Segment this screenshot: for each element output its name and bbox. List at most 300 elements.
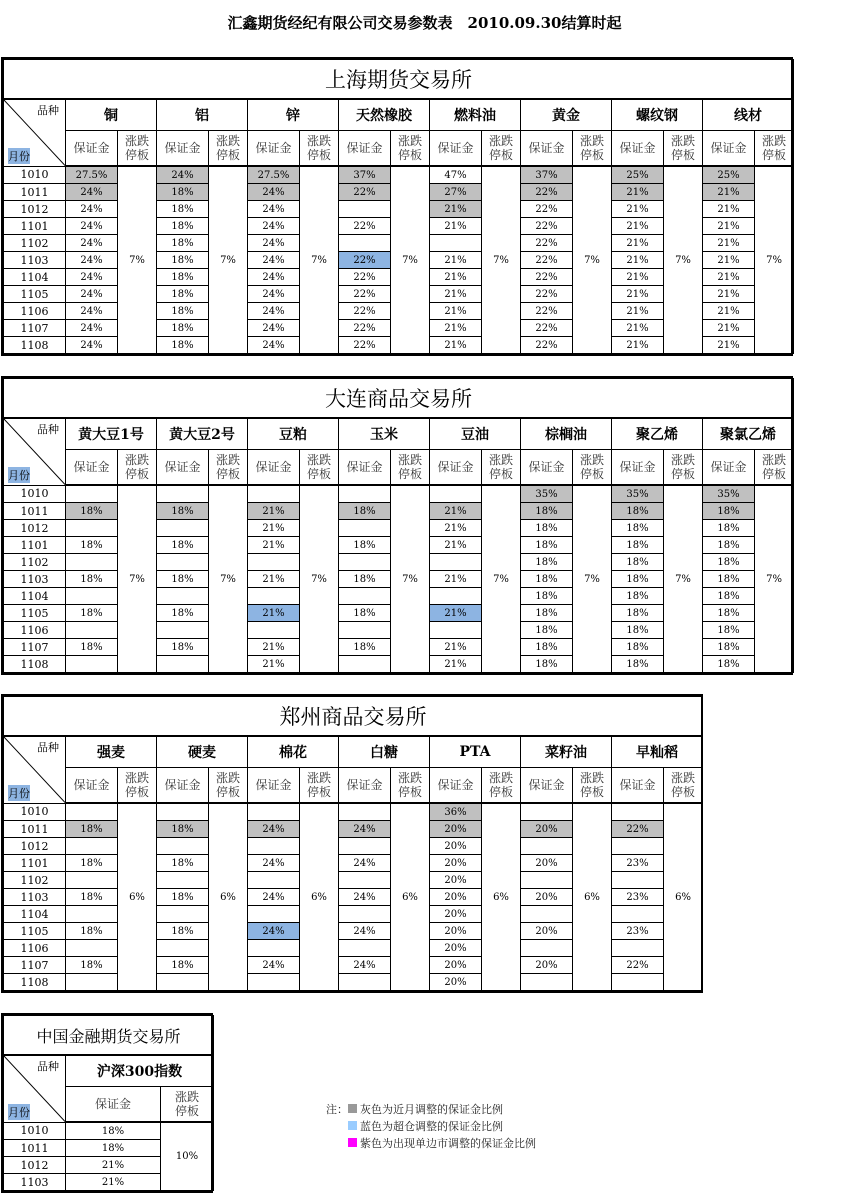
- margin-cell: 24%: [248, 201, 300, 218]
- margin-header: 保证金: [612, 450, 664, 486]
- margin-cell: [339, 872, 391, 889]
- margin-cell: 18%: [612, 571, 664, 588]
- margin-cell: [66, 940, 118, 957]
- exchange-name: 大连商品交易所: [4, 379, 794, 419]
- limit-header-line2: 停板: [306, 785, 331, 799]
- contract-month: 1107: [4, 320, 66, 337]
- limit-header-line2: 停板: [397, 148, 422, 162]
- limit-header-line2: 停板: [397, 785, 422, 799]
- margin-cell: 18%: [612, 588, 664, 605]
- margin-header: 保证金: [612, 768, 664, 804]
- margin-cell: 22%: [521, 337, 573, 354]
- limit-header: [573, 450, 612, 486]
- margin-cell: 18%: [157, 923, 209, 940]
- margin-cell: 24%: [66, 252, 118, 269]
- margin-cell: 21%: [248, 656, 300, 673]
- margin-cell: 21%: [66, 1157, 161, 1174]
- margin-cell: [521, 906, 573, 923]
- product-name: 黄金: [521, 99, 612, 131]
- limit-header-line1: 涨跌: [579, 771, 604, 785]
- margin-cell: 24%: [248, 269, 300, 286]
- margin-cell: [157, 485, 209, 503]
- margin-header: 保证金: [703, 131, 755, 167]
- product-name: 豆粕: [248, 418, 339, 450]
- margin-cell: [612, 940, 664, 957]
- margin-cell: [66, 485, 118, 503]
- limit-header: [391, 450, 430, 486]
- margin-cell: 22%: [521, 184, 573, 201]
- product-name: 聚氯乙烯: [703, 418, 794, 450]
- margin-cell: 22%: [521, 320, 573, 337]
- contract-month: 1104: [4, 906, 66, 923]
- margin-cell: 18%: [612, 554, 664, 571]
- margin-cell: 22%: [339, 337, 391, 354]
- margin-cell: [339, 520, 391, 537]
- margin-cell: [430, 554, 482, 571]
- table-row: [4, 166, 794, 184]
- contract-month: 1012: [4, 838, 66, 855]
- margin-cell: 22%: [612, 821, 664, 838]
- margin-cell: 21%: [703, 286, 755, 303]
- margin-header: 保证金: [521, 131, 573, 167]
- contract-month: 1106: [4, 303, 66, 320]
- margin-cell: [157, 588, 209, 605]
- limit-header-line1: 涨跌: [579, 134, 604, 148]
- margin-cell: 20%: [430, 957, 482, 974]
- margin-cell: 24%: [248, 889, 300, 906]
- margin-cell: [248, 485, 300, 503]
- margin-cell: 21%: [430, 656, 482, 673]
- zce-table: [1, 694, 703, 993]
- price-limit: 7%: [755, 485, 794, 673]
- margin-cell: [612, 803, 664, 821]
- margin-cell: [339, 554, 391, 571]
- contract-month: 1105: [4, 923, 66, 940]
- contract-month: 1108: [4, 656, 66, 673]
- margin-cell: 18%: [157, 855, 209, 872]
- contract-month: 1012: [4, 201, 66, 218]
- margin-cell: 24%: [66, 286, 118, 303]
- price-limit: 6%: [391, 803, 430, 991]
- product-name: 铝: [157, 99, 248, 131]
- margin-header: 保证金: [339, 768, 391, 804]
- margin-header: 保证金: [339, 450, 391, 486]
- margin-cell: 21%: [703, 201, 755, 218]
- dce-table: [1, 376, 793, 675]
- margin-cell: 21%: [248, 605, 300, 622]
- margin-cell: 21%: [703, 320, 755, 337]
- contract-month: 1104: [4, 269, 66, 286]
- product-name: 豆油: [430, 418, 521, 450]
- margin-cell: 18%: [157, 337, 209, 354]
- limit-header-line2: 停板: [124, 148, 149, 162]
- limit-header-line1: 涨跌: [306, 134, 331, 148]
- margin-cell: 18%: [66, 503, 118, 520]
- contract-month: 1106: [4, 622, 66, 639]
- margin-cell: 21%: [430, 639, 482, 656]
- margin-cell: 21%: [703, 184, 755, 201]
- margin-cell: 24%: [248, 923, 300, 940]
- margin-cell: 18%: [157, 235, 209, 252]
- limit-header-line2: 停板: [671, 785, 696, 799]
- margin-cell: 21%: [612, 235, 664, 252]
- margin-cell: 18%: [157, 639, 209, 656]
- margin-cell: 24%: [66, 201, 118, 218]
- margin-cell: 18%: [703, 622, 755, 639]
- price-limit: 6%: [482, 803, 521, 991]
- margin-cell: 27.5%: [248, 166, 300, 184]
- limit-header-line1: 涨跌: [670, 453, 695, 467]
- product-name: 铜: [66, 99, 157, 131]
- price-limit: 7%: [300, 485, 339, 673]
- margin-cell: [521, 838, 573, 855]
- margin-cell: 27.5%: [66, 166, 118, 184]
- product-name: 聚乙烯: [612, 418, 703, 450]
- legend-prefix: 注：: [326, 1103, 348, 1116]
- margin-cell: 18%: [703, 588, 755, 605]
- contract-month: 1101: [4, 537, 66, 554]
- contract-month: 1012: [4, 1157, 66, 1174]
- price-limit: 7%: [482, 166, 521, 354]
- legend-item: 灰色为近月调整的保证金比例: [360, 1103, 503, 1116]
- margin-cell: 18%: [339, 503, 391, 520]
- limit-header-line2: 停板: [670, 148, 695, 162]
- margin-cell: 35%: [612, 485, 664, 503]
- limit-header: [755, 131, 794, 167]
- margin-cell: 21%: [612, 320, 664, 337]
- margin-cell: [66, 872, 118, 889]
- limit-header-line1: 涨跌: [397, 453, 422, 467]
- margin-cell: [612, 872, 664, 889]
- margin-cell: 24%: [248, 320, 300, 337]
- margin-header: 保证金: [248, 450, 300, 486]
- margin-cell: [339, 838, 391, 855]
- margin-cell: 18%: [66, 571, 118, 588]
- margin-cell: 22%: [339, 269, 391, 286]
- margin-cell: [248, 974, 300, 991]
- limit-header-line1: 涨跌: [124, 134, 149, 148]
- limit-header-line2: 停板: [124, 785, 149, 799]
- price-limit: 7%: [118, 485, 157, 673]
- price-limit: 6%: [209, 803, 248, 991]
- margin-cell: [521, 803, 573, 821]
- product-name: 棉花: [248, 736, 339, 768]
- limit-header-line1: 涨跌: [670, 134, 695, 148]
- margin-cell: [248, 906, 300, 923]
- margin-cell: 18%: [612, 622, 664, 639]
- margin-cell: [612, 906, 664, 923]
- cffex-table: [1, 1013, 213, 1193]
- margin-header: 保证金: [248, 131, 300, 167]
- margin-cell: [339, 656, 391, 673]
- limit-header-line2: 停板: [306, 467, 331, 481]
- gray-swatch-icon: [348, 1104, 357, 1113]
- margin-cell: 21%: [612, 286, 664, 303]
- limit-header: [664, 768, 703, 804]
- margin-cell: [248, 588, 300, 605]
- limit-header-line1: 涨跌: [488, 771, 513, 785]
- contract-month: 1011: [4, 821, 66, 838]
- margin-cell: 21%: [612, 337, 664, 354]
- product-name: 玉米: [339, 418, 430, 450]
- page-title: 汇鑫期货经纪有限公司交易参数表 2010.09.30结算时起: [227, 14, 622, 32]
- margin-cell: 21%: [66, 1174, 161, 1191]
- variety-label: 品种: [37, 741, 59, 754]
- product-name: 强麦: [66, 736, 157, 768]
- margin-cell: 18%: [521, 520, 573, 537]
- margin-cell: 21%: [430, 286, 482, 303]
- margin-cell: 18%: [703, 554, 755, 571]
- limit-header: [573, 131, 612, 167]
- margin-cell: 18%: [157, 218, 209, 235]
- product-name: 天然橡胶: [339, 99, 430, 131]
- margin-cell: 18%: [521, 605, 573, 622]
- margin-cell: 20%: [430, 838, 482, 855]
- contract-month: 1010: [4, 1122, 66, 1140]
- margin-header: 保证金: [248, 768, 300, 804]
- exchange-name: 中国金融期货交易所: [4, 1016, 214, 1056]
- margin-header: 保证金: [430, 768, 482, 804]
- margin-cell: 18%: [521, 537, 573, 554]
- margin-cell: [157, 974, 209, 991]
- margin-cell: 18%: [66, 889, 118, 906]
- margin-cell: 23%: [612, 889, 664, 906]
- limit-header-line1: 涨跌: [215, 134, 240, 148]
- limit-header-line1: 涨跌: [762, 453, 787, 467]
- contract-month: 1108: [4, 974, 66, 991]
- price-limit: 7%: [118, 166, 157, 354]
- margin-cell: 22%: [521, 303, 573, 320]
- margin-cell: [430, 588, 482, 605]
- margin-cell: 24%: [248, 218, 300, 235]
- margin-cell: 18%: [521, 622, 573, 639]
- margin-cell: [157, 520, 209, 537]
- margin-cell: 22%: [612, 957, 664, 974]
- margin-cell: [339, 803, 391, 821]
- margin-cell: 21%: [430, 503, 482, 520]
- margin-cell: 21%: [430, 605, 482, 622]
- product-name: PTA: [430, 736, 521, 768]
- limit-header: [391, 768, 430, 804]
- margin-header: 保证金: [66, 450, 118, 486]
- margin-cell: 24%: [248, 821, 300, 838]
- margin-cell: [430, 622, 482, 639]
- limit-header: [118, 131, 157, 167]
- margin-cell: 21%: [703, 235, 755, 252]
- margin-cell: [339, 622, 391, 639]
- margin-cell: 18%: [521, 554, 573, 571]
- margin-cell: [430, 235, 482, 252]
- margin-cell: 24%: [248, 252, 300, 269]
- margin-cell: 18%: [521, 571, 573, 588]
- margin-cell: 18%: [521, 503, 573, 520]
- limit-header: [209, 131, 248, 167]
- margin-cell: 22%: [521, 201, 573, 218]
- margin-cell: 18%: [703, 503, 755, 520]
- margin-cell: 18%: [157, 201, 209, 218]
- margin-cell: [339, 588, 391, 605]
- margin-header: 保证金: [66, 131, 118, 167]
- blue-swatch-icon: [348, 1121, 357, 1130]
- margin-header: 保证金: [157, 768, 209, 804]
- margin-cell: 21%: [612, 218, 664, 235]
- exchange-name: 郑州商品交易所: [4, 697, 703, 737]
- margin-cell: [157, 803, 209, 821]
- margin-cell: 24%: [248, 286, 300, 303]
- margin-cell: 21%: [703, 337, 755, 354]
- margin-cell: [157, 656, 209, 673]
- margin-cell: 24%: [248, 957, 300, 974]
- margin-cell: [248, 940, 300, 957]
- margin-cell: 18%: [157, 957, 209, 974]
- limit-header-line2: 停板: [488, 148, 513, 162]
- header-corner: [4, 418, 66, 485]
- margin-cell: 21%: [703, 252, 755, 269]
- margin-cell: 24%: [66, 269, 118, 286]
- price-limit: 7%: [209, 485, 248, 673]
- margin-cell: 18%: [157, 184, 209, 201]
- margin-cell: 21%: [612, 303, 664, 320]
- margin-cell: 18%: [703, 605, 755, 622]
- margin-cell: 18%: [339, 639, 391, 656]
- limit-header-line2: 停板: [215, 148, 240, 162]
- margin-cell: [66, 520, 118, 537]
- limit-header-line1: 涨跌: [671, 771, 696, 785]
- limit-header-line1: 涨跌: [175, 1090, 200, 1104]
- margin-cell: [66, 588, 118, 605]
- header-corner: [4, 99, 66, 166]
- limit-header: [209, 768, 248, 804]
- header-corner: [4, 736, 66, 803]
- contract-month: 1010: [4, 803, 66, 821]
- table-row: [4, 485, 794, 503]
- limit-header: [209, 450, 248, 486]
- margin-cell: 24%: [248, 303, 300, 320]
- margin-cell: 21%: [248, 639, 300, 656]
- limit-header-line2: 停板: [175, 1104, 200, 1118]
- margin-cell: 20%: [521, 957, 573, 974]
- margin-cell: 18%: [66, 605, 118, 622]
- margin-cell: 21%: [430, 520, 482, 537]
- price-limit: 10%: [161, 1122, 214, 1191]
- margin-cell: 18%: [339, 571, 391, 588]
- margin-cell: 20%: [521, 923, 573, 940]
- margin-cell: 24%: [66, 320, 118, 337]
- margin-cell: [157, 906, 209, 923]
- margin-cell: 18%: [521, 656, 573, 673]
- margin-cell: 21%: [612, 201, 664, 218]
- price-limit: 7%: [300, 166, 339, 354]
- margin-cell: [339, 201, 391, 218]
- price-limit: 7%: [755, 166, 794, 354]
- margin-cell: 18%: [612, 639, 664, 656]
- margin-cell: 18%: [339, 537, 391, 554]
- margin-header: 保证金: [430, 131, 482, 167]
- contract-month: 1102: [4, 235, 66, 252]
- margin-cell: 20%: [430, 889, 482, 906]
- product-name: 螺纹钢: [612, 99, 703, 131]
- limit-header-line2: 停板: [397, 467, 422, 481]
- margin-cell: [521, 974, 573, 991]
- margin-cell: 18%: [157, 252, 209, 269]
- legend-item: 蓝色为超仓调整的保证金比例: [360, 1120, 503, 1133]
- margin-cell: 18%: [703, 520, 755, 537]
- margin-cell: 37%: [521, 166, 573, 184]
- margin-header: 保证金: [66, 768, 118, 804]
- margin-cell: [248, 622, 300, 639]
- limit-header-line1: 涨跌: [762, 134, 787, 148]
- margin-header: 保证金: [157, 450, 209, 486]
- limit-header-line2: 停板: [579, 148, 604, 162]
- margin-cell: 18%: [703, 639, 755, 656]
- contract-month: 1107: [4, 639, 66, 656]
- limit-header-line1: 涨跌: [215, 453, 240, 467]
- limit-header-line1: 涨跌: [306, 453, 331, 467]
- margin-cell: 21%: [248, 520, 300, 537]
- margin-cell: 18%: [157, 503, 209, 520]
- price-limit: 7%: [391, 485, 430, 673]
- product-name: 黄大豆1号: [66, 418, 157, 450]
- margin-cell: 18%: [612, 520, 664, 537]
- contract-month: 1101: [4, 855, 66, 872]
- margin-cell: 24%: [66, 303, 118, 320]
- margin-cell: 20%: [521, 821, 573, 838]
- price-limit: 6%: [573, 803, 612, 991]
- limit-header-line2: 停板: [215, 467, 240, 481]
- margin-cell: 21%: [703, 303, 755, 320]
- margin-cell: 18%: [66, 1122, 161, 1140]
- margin-cell: 22%: [521, 235, 573, 252]
- margin-cell: 22%: [339, 303, 391, 320]
- margin-cell: 22%: [521, 218, 573, 235]
- margin-cell: 20%: [521, 855, 573, 872]
- margin-cell: 21%: [703, 269, 755, 286]
- month-label: 月份: [8, 149, 30, 163]
- header-corner: [4, 1055, 66, 1122]
- limit-header-line1: 涨跌: [488, 453, 513, 467]
- margin-cell: 18%: [612, 605, 664, 622]
- margin-cell: 23%: [612, 855, 664, 872]
- price-limit: 7%: [573, 166, 612, 354]
- contract-month: 1103: [4, 252, 66, 269]
- margin-cell: 24%: [339, 889, 391, 906]
- product-name: 菜籽油: [521, 736, 612, 768]
- limit-header: [300, 450, 339, 486]
- margin-cell: [66, 906, 118, 923]
- limit-header-line1: 涨跌: [397, 134, 422, 148]
- product-name: 燃料油: [430, 99, 521, 131]
- table-row: [4, 1122, 214, 1140]
- margin-cell: 21%: [430, 218, 482, 235]
- magenta-swatch-icon: [348, 1138, 357, 1147]
- variety-label: 品种: [37, 104, 59, 117]
- contract-month: 1108: [4, 337, 66, 354]
- margin-cell: [521, 940, 573, 957]
- margin-cell: 21%: [612, 252, 664, 269]
- margin-cell: 20%: [430, 872, 482, 889]
- contract-month: 1106: [4, 940, 66, 957]
- limit-header-line1: 涨跌: [397, 771, 422, 785]
- contract-month: 1011: [4, 1140, 66, 1157]
- variety-label: 品种: [37, 1060, 59, 1073]
- contract-month: 1102: [4, 554, 66, 571]
- limit-header-line1: 涨跌: [488, 134, 513, 148]
- margin-cell: 24%: [66, 184, 118, 201]
- exchange-name: 上海期货交易所: [4, 60, 794, 100]
- margin-cell: 18%: [66, 537, 118, 554]
- margin-cell: [248, 803, 300, 821]
- contract-month: 1103: [4, 889, 66, 906]
